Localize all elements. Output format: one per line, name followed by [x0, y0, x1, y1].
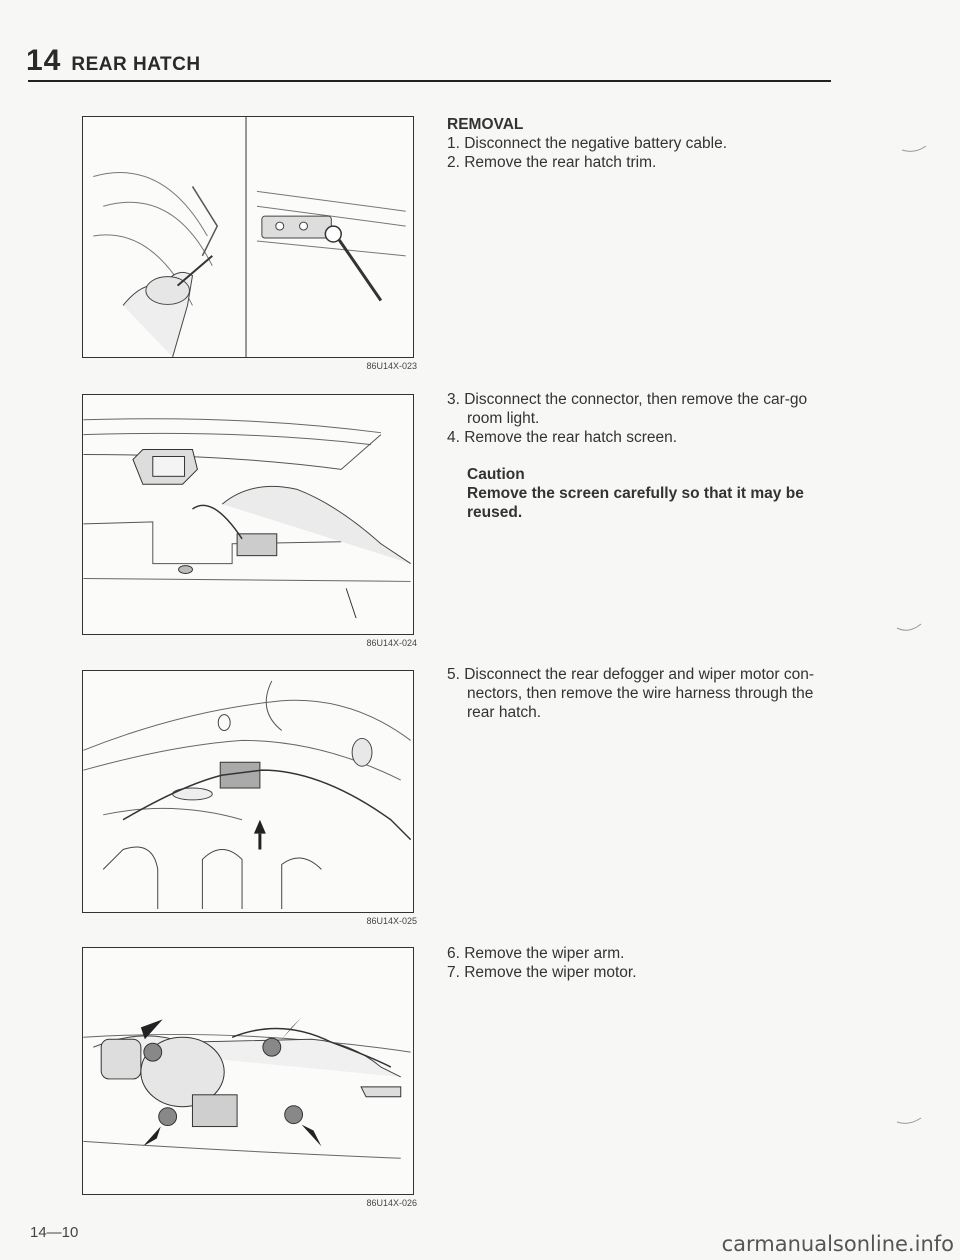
margin-tick — [900, 140, 930, 160]
step-6: 6. Remove the wiper arm. — [447, 945, 625, 962]
figure-code: 86U14X-025 — [366, 916, 417, 926]
step-2: 2. Remove the rear hatch trim. — [447, 154, 657, 171]
removal-heading: REMOVAL — [447, 116, 524, 133]
caution-title: Caution — [467, 466, 525, 483]
margin-tick — [895, 1112, 925, 1132]
caution-box — [447, 465, 835, 522]
figure-cargo-light-removal — [82, 394, 414, 635]
step-4: 4. Remove the rear hatch screen. — [447, 429, 678, 446]
step-5: 5. Disconnect the rear defogger and wiper motor con-nectors, then remove the wire harness through the rear hatch. — [447, 666, 815, 721]
figure-code: 86U14X-023 — [366, 361, 417, 371]
step-7: 7. Remove the wiper motor. — [447, 964, 637, 981]
caution-body: Remove the screen carefully so that it may be reused. — [467, 485, 804, 521]
header-rule — [28, 80, 831, 82]
removal-step-5 — [447, 665, 835, 722]
watermark: carmanualsonline.info — [721, 1232, 954, 1256]
figure-code: 86U14X-024 — [366, 638, 417, 648]
illustration-hatch-trim — [83, 117, 413, 357]
page-header — [26, 44, 201, 78]
figure-code: 86U14X-026 — [366, 1198, 417, 1208]
chapter-number: 14 — [26, 44, 62, 77]
margin-tick — [895, 620, 925, 640]
figure-wiper-motor-removal — [82, 947, 414, 1195]
figure-hatch-trim-removal — [82, 116, 414, 358]
removal-steps-3-4 — [447, 390, 835, 522]
step-1: 1. Disconnect the negative battery cable. — [447, 135, 728, 152]
figure-wire-harness-removal — [82, 670, 414, 913]
removal-steps-6-7 — [447, 944, 837, 982]
page-number: 14—10 — [30, 1224, 79, 1241]
removal-steps-1-2 — [447, 115, 837, 172]
chapter-title: REAR HATCH — [71, 54, 201, 75]
illustration-wiper-motor — [83, 948, 413, 1194]
illustration-wire-harness — [83, 671, 413, 912]
illustration-cargo-light — [83, 395, 413, 634]
step-3: 3. Disconnect the connector, then remove the car-go room light. — [447, 391, 808, 427]
